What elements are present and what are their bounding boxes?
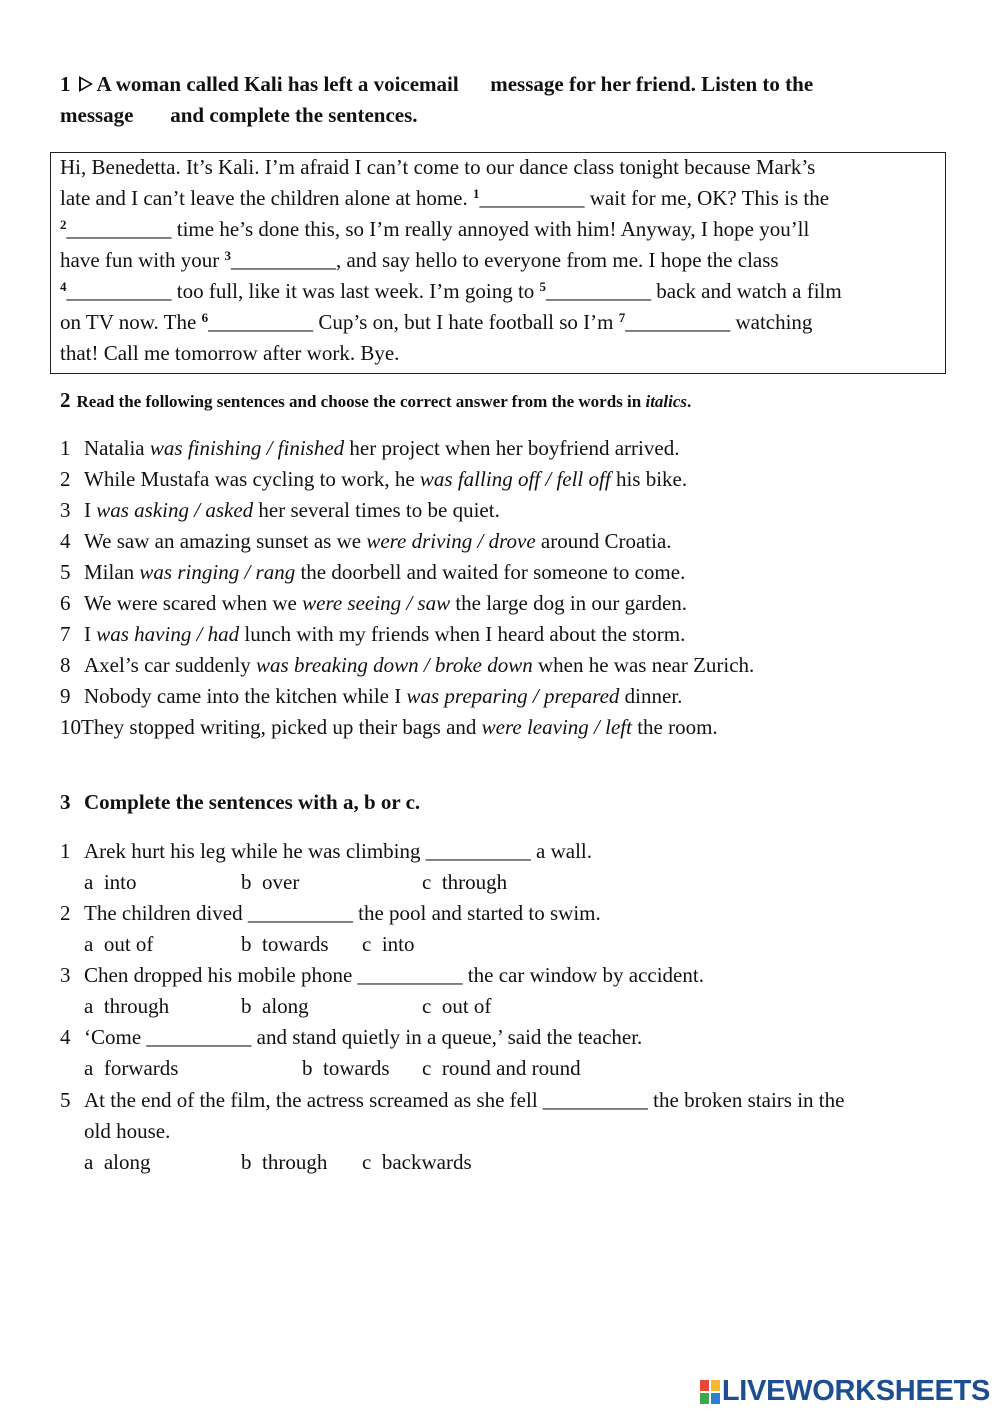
ex3-option-b[interactable]: b along <box>241 994 309 1018</box>
message-line-6: on TV now. The $^6$__________ Cup’s on, but I hate football so I’m $^7$__________ watching <box>60 310 813 334</box>
ex2-item-number: 2 <box>60 467 71 491</box>
ex3-question <box>60 901 601 926</box>
ex3-option-b[interactable]: b towards <box>302 1056 390 1080</box>
ex3-question-text: At the end of the film, the actress screamed as she fell __________ the broken stairs in the <box>84 1088 845 1112</box>
ex3-option-c[interactable]: c into <box>362 932 415 956</box>
ex3-option-c[interactable]: c round and round <box>422 1056 581 1080</box>
ex2-item-text-after: the doorbell and waited for someone to come. <box>295 560 686 584</box>
message-line-4: have fun with your $^3$__________, and say hello to everyone from me. I hope the class <box>60 248 779 272</box>
ex2-item-text-before: I <box>84 622 97 646</box>
ex3-question-number: 1 <box>60 839 71 863</box>
ex2-item <box>60 622 685 647</box>
ex3-question <box>60 1025 642 1050</box>
gap-3[interactable]: __________, and say hello to everyone from me. I hope the class <box>230 248 779 272</box>
ex3-question-text: ‘Come __________ and stand quietly in a queue,’ said the teacher. <box>84 1025 643 1049</box>
ex2-item-choice[interactable]: was falling off / fell off <box>419 467 611 491</box>
ex2-item-choice[interactable]: were seeing / saw <box>302 591 451 615</box>
ex3-option-a[interactable]: a through <box>84 994 170 1018</box>
gap-number-6: 6 <box>201 310 209 325</box>
exercise-2-number: 2 <box>60 388 71 412</box>
ex3-option-c[interactable]: c out of <box>422 994 492 1018</box>
ex2-item-text-before: They stopped writing, picked up their bags and <box>81 715 482 739</box>
ex3-option-b[interactable]: b towards <box>241 932 329 956</box>
message-line-3 <box>60 217 809 242</box>
message-line-2: late and I can’t leave the children alone at home. $^1$__________ wait for me, OK? This is the <box>60 186 830 210</box>
ex2-item <box>60 467 687 492</box>
gap-2[interactable]: __________ time he’s done this, so I’m really annoyed with him! Anyway, I hope you’ll <box>66 217 810 241</box>
ex2-item-text-after: her several times to be quiet. <box>253 498 500 522</box>
ex2-item <box>60 529 672 554</box>
exercise-1-number: 1 <box>60 72 71 96</box>
ex2-item-number: 5 <box>60 560 71 584</box>
ex2-item-number: 9 <box>60 684 71 708</box>
ex2-item-text-after: lunch with my friends when I heard about the storm. <box>239 622 686 646</box>
ex2-item-text-before: Nobody came into the kitchen while I <box>84 684 407 708</box>
gap-1[interactable]: __________ wait for me, OK? This is the <box>479 186 830 210</box>
ex2-item <box>60 498 500 523</box>
ex3-question-number: 2 <box>60 901 71 925</box>
gap-6[interactable]: __________ Cup’s on, but I hate football so I’m <box>208 310 614 334</box>
ex3-option-b[interactable]: b over <box>241 870 300 894</box>
gap-number-3: 3 <box>224 248 231 263</box>
ex2-item-text-after: the room. <box>631 715 718 739</box>
ex2-item-number: 1 <box>60 436 71 460</box>
ex2-item-choice[interactable]: was preparing / prepared <box>406 684 620 708</box>
exercise-1-instruction-line2: message and complete the sentences. <box>60 103 418 127</box>
message-line-5 <box>60 279 842 304</box>
ex3-option-a[interactable]: a into <box>84 870 137 894</box>
ex3-question <box>60 839 592 864</box>
liveworksheets-logo <box>700 1375 990 1408</box>
gap-number-4: 4 <box>60 279 67 294</box>
ex2-item-text-after: when he was near Zurich. <box>532 653 755 677</box>
ex2-item-choice[interactable]: was ringing / rang <box>139 560 296 584</box>
ex3-question <box>60 1088 844 1113</box>
exercise-1-heading <box>60 69 813 100</box>
ex2-item-choice[interactable]: were leaving / left <box>481 715 632 739</box>
ex3-option-c[interactable]: c backwards <box>362 1150 472 1174</box>
gap-7[interactable]: __________ watching <box>625 310 813 334</box>
ex3-question-text: Chen dropped his mobile phone __________ the car window by accident. <box>84 963 704 987</box>
play-audio-icon[interactable] <box>79 76 93 92</box>
ex3-question <box>60 963 704 988</box>
exercise-2-heading: 2 Read the following sentences and choose the correct answer from the words in italics. <box>60 388 692 412</box>
ex3-option-b[interactable]: b through <box>241 1150 328 1174</box>
ex2-item <box>60 653 754 678</box>
ex2-item-number: 6 <box>60 591 71 615</box>
gap-5[interactable]: __________ back and watch a film <box>546 279 842 303</box>
ex2-item-choice[interactable]: was breaking down / broke down <box>256 653 533 677</box>
ex3-question-text: The children dived __________ the pool and started to swim. <box>84 901 601 925</box>
exercise-1-instruction-line1: A woman called Kali has left a voicemail message for her friend. Listen to the <box>96 72 814 96</box>
ex2-item <box>60 560 685 585</box>
message-line-1: Hi, Benedetta. It’s Kali. I’m afraid I can’t come to our dance class tonight because Mark’s <box>60 155 816 179</box>
ex2-item-number: 8 <box>60 653 71 677</box>
ex2-item-text-before: Milan <box>84 560 140 584</box>
gap-number-7: 7 <box>618 310 626 325</box>
gap-number-5: 5 <box>539 279 547 294</box>
ex3-option-a[interactable]: a forwards <box>84 1056 179 1080</box>
ex2-item-text-before: We saw an amazing sunset as we <box>84 529 367 553</box>
ex2-item-text-before: Axel’s car suddenly <box>84 653 257 677</box>
ex2-item-text-after: his bike. <box>610 467 688 491</box>
message-line-7: that! Call me tomorrow after work. Bye. <box>60 341 400 365</box>
ex2-item-choice[interactable]: was finishing / finished <box>149 436 345 460</box>
ex2-item <box>60 715 718 740</box>
ex2-item-choice[interactable]: was asking / asked <box>96 498 254 522</box>
ex2-item-number: 10 <box>60 715 81 739</box>
logo-mark-icon <box>700 1380 720 1404</box>
ex3-question-number: 3 <box>60 963 71 987</box>
ex2-item-text-before: Natalia <box>84 436 150 460</box>
ex2-item-text-after: around Croatia. <box>535 529 672 553</box>
ex2-item-text-before: We were scared when we <box>84 591 303 615</box>
ex2-item-text-before: While Mustafa was cycling to work, he <box>84 467 420 491</box>
ex3-question-text-continued: old house. <box>84 1119 171 1143</box>
ex2-item-choice[interactable]: was having / had <box>96 622 240 646</box>
ex2-item <box>60 436 679 461</box>
ex2-item-text-after: dinner. <box>619 684 683 708</box>
ex2-item-number: 4 <box>60 529 71 553</box>
ex2-item-number: 7 <box>60 622 71 646</box>
ex3-option-a[interactable]: a out of <box>84 932 154 956</box>
gap-number-1: 1 <box>473 186 480 201</box>
exercise-3-heading: 3 Complete the sentences with a, b or c. <box>60 790 421 814</box>
ex3-option-c[interactable]: c through <box>422 870 508 894</box>
ex2-item-text-before: I <box>84 498 97 522</box>
gap-4[interactable]: __________ too full, like it was last week. I’m going to <box>66 279 535 303</box>
brand-name: LIVEWORKSHEETS <box>721 1375 990 1407</box>
ex2-item <box>60 591 687 616</box>
gap-number-2: 2 <box>60 217 67 232</box>
ex2-item-number: 3 <box>60 498 71 522</box>
ex3-question-number: 4 <box>60 1025 71 1049</box>
ex3-question-number: 5 <box>60 1088 71 1112</box>
ex3-option-a[interactable]: a along <box>84 1150 151 1174</box>
ex3-question-text: Arek hurt his leg while he was climbing __________ a wall. <box>84 839 592 863</box>
ex2-item-text-after: the large dog in our garden. <box>450 591 688 615</box>
ex2-item-choice[interactable]: were driving / drove <box>366 529 536 553</box>
ex2-item-text-after: her project when her boyfriend arrived. <box>344 436 680 460</box>
ex2-item <box>60 684 682 709</box>
